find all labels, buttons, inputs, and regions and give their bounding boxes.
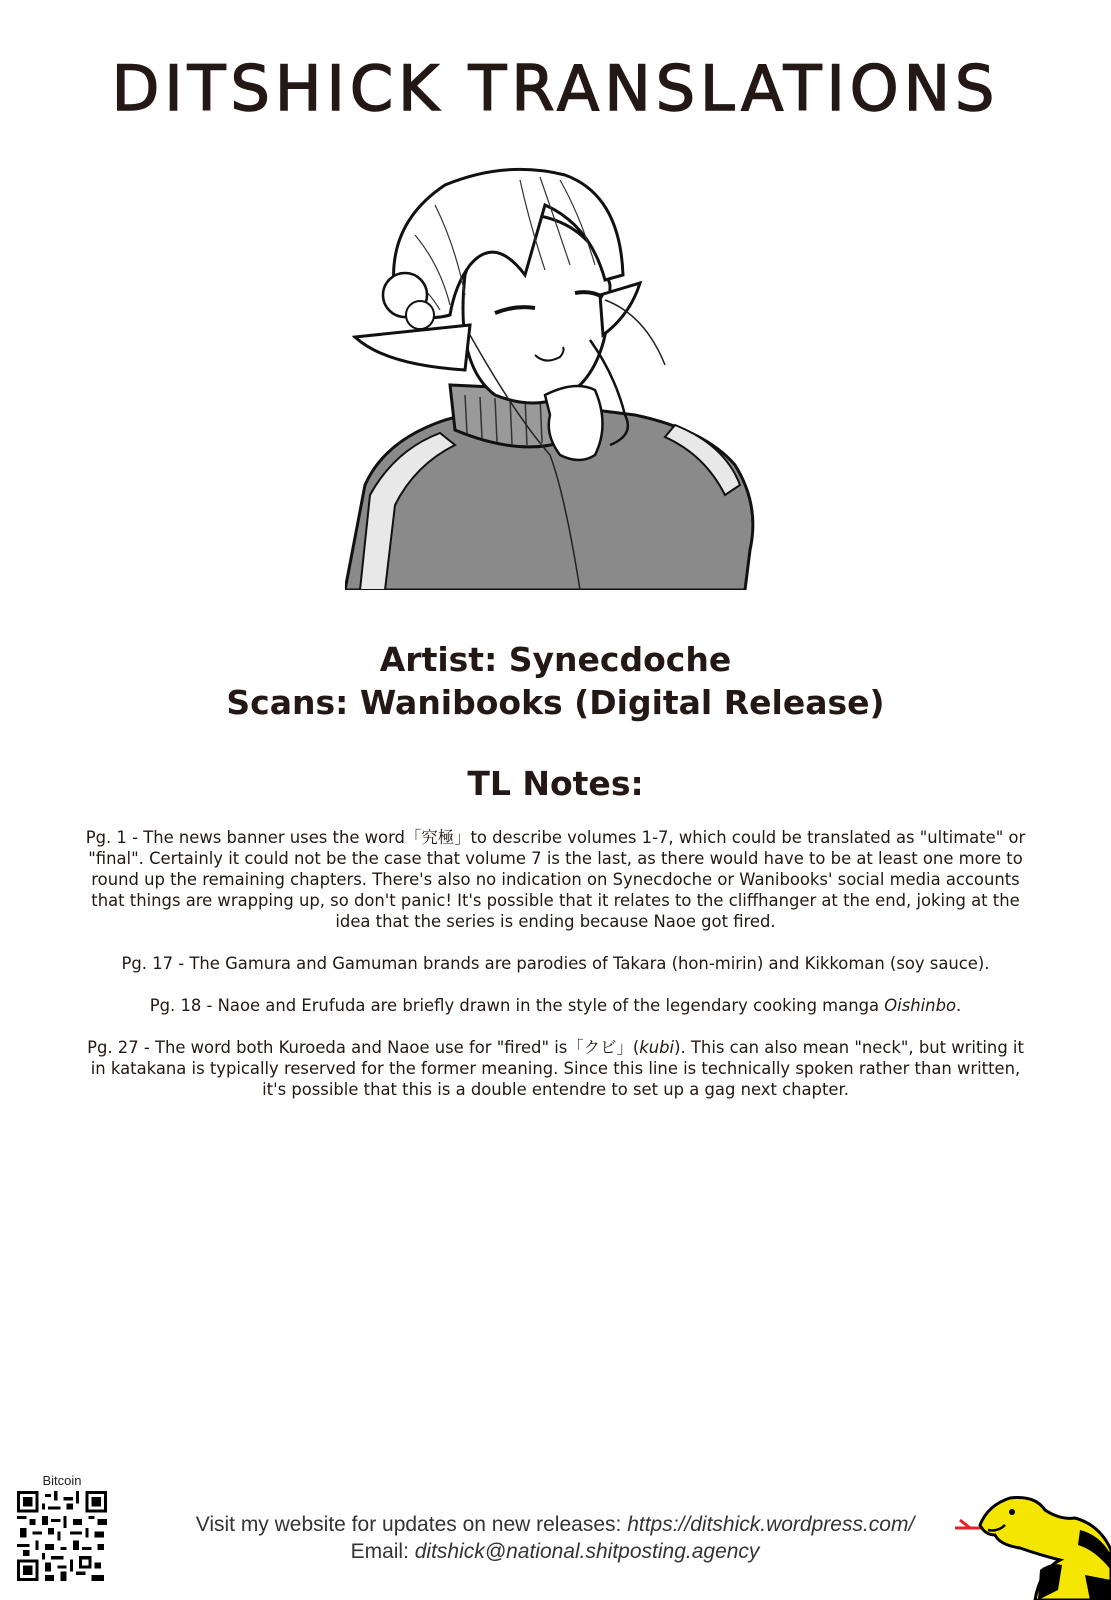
snake-mascot-icon xyxy=(950,1490,1111,1600)
tl-notes-list xyxy=(80,827,1031,1121)
scans-credit: Scans: Wanibooks (Digital Release) xyxy=(226,683,885,722)
page-title: DITSHICK TRANSLATIONS xyxy=(111,52,1000,125)
qr-code-icon[interactable] xyxy=(17,1491,107,1581)
note-page-18: Pg. 18 - Naoe and Erufuda are briefly drawn in the style of the legendary cooking manga Oishinbo. xyxy=(149,996,962,1015)
character-illustration xyxy=(345,165,765,590)
qr-label: Bitcoin xyxy=(42,1473,82,1488)
website-line: Visit my website for updates on new releases: https://ditshick.wordpress.com/ xyxy=(195,1513,915,1536)
note-page-27: Pg. 27 - The word both Kuroeda and Naoe use for "fired" is「クビ」(kubi). This can also mean "neck", but writing it in katakana is typically reserved for the former meaning. Since this line is technically spoken rather than written, it's possible that this is a double entendre to set up a gag next chapter. xyxy=(87,1038,1024,1099)
credits-block xyxy=(0,638,1111,724)
bitcoin-qr-block xyxy=(12,1473,112,1586)
footer-contact xyxy=(140,1511,970,1565)
website-link[interactable]: https://ditshick.wordpress.com/ xyxy=(627,1513,915,1536)
tl-notes-heading: TL Notes: xyxy=(467,764,644,803)
email-link[interactable]: ditshick@national.shitposting.agency xyxy=(414,1540,760,1563)
note-page-17: Pg. 17 - The Gamura and Gamuman brands are parodies of Takara (hon-mirin) and Kikkoman (soy sauce). xyxy=(121,954,990,973)
note-page-1: Pg. 1 - The news banner uses the word「究極」to describe volumes 1-7, which could be translated as "ultimate" or "final". Certainly it could not be the case that volume 7 is the last, as there would have to be at least one more to round up the remaining chapters. There's also no indication on Synecdoche or Wanibooks' social media accounts that things are wrapping up, so don't panic! It's possible that it relates to the cliffhanger at the end, joking at the idea that the series is ending because Naoe got fired. xyxy=(85,828,1026,931)
email-line: Email: ditshick@national.shitposting.agency xyxy=(350,1540,760,1563)
artist-credit: Artist: Synecdoche xyxy=(379,640,732,679)
